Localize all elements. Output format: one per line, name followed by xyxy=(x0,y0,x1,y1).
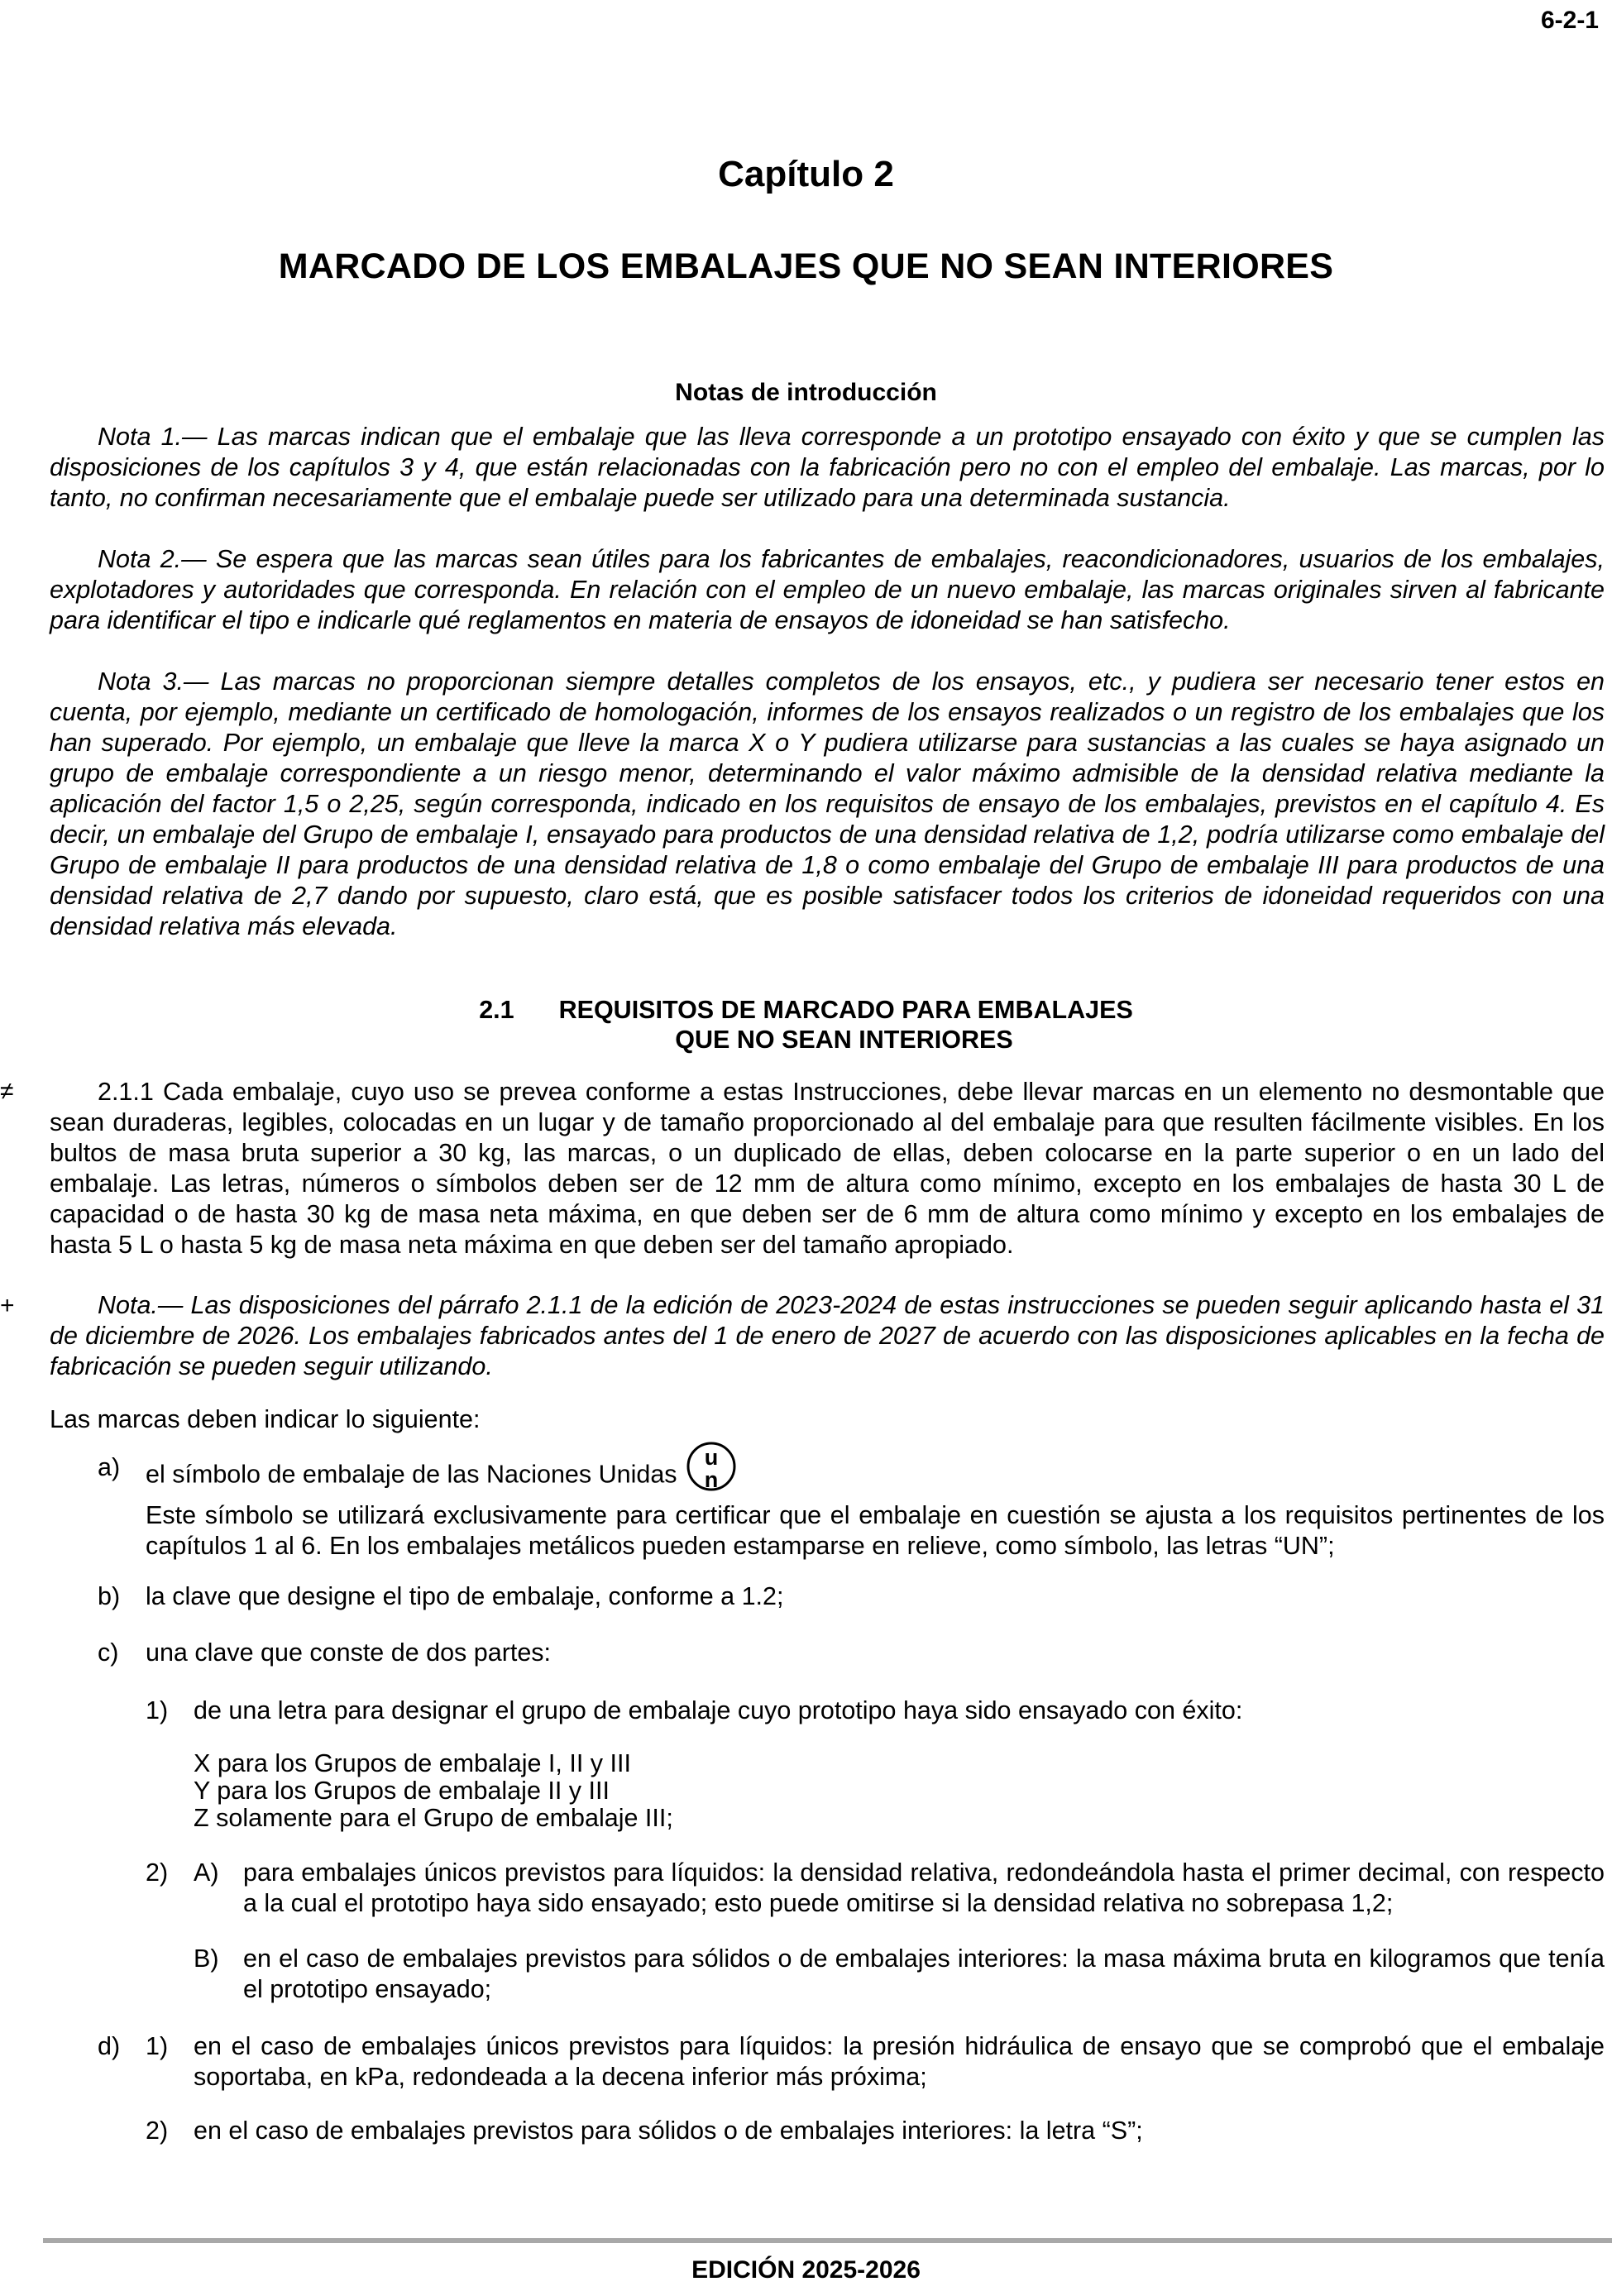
paragraph-2-1-1: 2.1.1 Cada embalaje, cuyo uso se prevea conforme a estas Instrucciones, debe llevar marcas en un elemento no desmontable que sean duraderas, legibles, colocadas en un lugar y de tamaño proporcionado al del embalaje para que resulten fácilmente visibles. En los bultos de masa bruta superior a 30 kg, las marcas, o un duplicado de ellas, deben colocarse en la parte superior o en un lado del embalaje. Las letras, números o símbolos deben ser de 12 mm de altura como mínimo, excepto en los embalajes de hasta 30 L de capacidad o de hasta 30 kg de masa neta máxima, en que deben ser de 6 mm de altura como mínimo y excepto en los embalajes de hasta 5 L o hasta 5 kg de masa neta máxima en que deben ser del tamaño apropiado. xyxy=(50,1078,1605,1259)
page-number: 6-2-1 xyxy=(1540,7,1599,34)
item-b-text: la clave que designe el tipo de embalaje, conforme a 1.2; xyxy=(146,1582,784,1610)
item-d-label: d) xyxy=(98,2032,121,2060)
svg-text:u: u xyxy=(704,1445,718,1470)
packing-group-y: Y para los Grupos de embalaje II y III xyxy=(194,1777,610,1805)
section-number: 2.1 xyxy=(479,996,514,1024)
item-c2-label: 2) xyxy=(146,1858,169,1887)
paragraph-nota: Nota.— Las disposiciones del párrafo 2.1.1 de la edición de 2023-2024 de estas instrucciones se pueden seguir aplicando hasta el 31 de diciembre de 2026. Los embalajes fabricados antes del 1 de enero de 2027 de acuerdo con las disposiciones aplicables en la fecha de fabricación se pueden seguir utilizando. xyxy=(50,1291,1605,1380)
marks-intro: Las marcas deben indicar lo siguiente: xyxy=(50,1405,481,1433)
item-c-label: c) xyxy=(98,1638,119,1667)
footer-divider xyxy=(43,2238,1612,2243)
chapter-label: Capítulo 2 xyxy=(718,154,894,194)
un-packaging-symbol-icon xyxy=(686,1441,737,1500)
change-mark-plus: + xyxy=(0,1292,15,1319)
item-b-label: b) xyxy=(98,1582,121,1610)
item-d1-text: en el caso de embalajes únicos previstos para líquidos: la presión hidráulica de ensayo que se comprobó que el embalaje soportaba, en kPa, redondeada a la decena inferior más próxima; xyxy=(194,2032,1605,2091)
item-c2a-label: A) xyxy=(194,1858,219,1887)
change-mark-not-equal: ≠ xyxy=(0,1078,14,1105)
intro-note-3: Nota 3.— Las marcas no proporcionan siempre detalles completos de los ensayos, etc., y pudiera ser necesario tener estos en cuenta, por ejemplo, mediante un certificado de homologación, informes de los ensayos realizados o un registro de los embalajes que los han superado. Por ejemplo, un embalaje que lleve la marca X o Y pudiera utilizarse para sustancias a las cuales se haya asignado un grupo de embalaje correspondiente a un riesgo menor, determinando el valor máximo admisible de la densidad relativa mediante la aplicación del factor 1,5 o 2,25, según corresponda, indicado en los requisitos de ensayo de los embalajes, previstos en el capítulo 4. Es decir, un embalaje del Grupo de embalaje I, ensayado para productos de una densidad relativa de 1,2, podría utilizarse como embalaje del Grupo de embalaje II para productos de una densidad relativa de 1,8 o como embalaje del Grupo de embalaje III para productos de una densidad relativa de 2,7 dando por supuesto, claro está, que es posible satisfacer todos los criterios de idoneidad requeridos con una densidad relativa más elevada. xyxy=(50,667,1605,940)
packing-group-list xyxy=(194,1750,1605,1832)
item-d2-label: 2) xyxy=(146,2117,169,2145)
item-a-label: a) xyxy=(98,1453,121,1481)
chapter-title: MARCADO DE LOS EMBALAJES QUE NO SEAN INTERIORES xyxy=(278,246,1334,286)
footer-edition: EDICIÓN 2025-2026 xyxy=(691,2256,921,2284)
section-heading xyxy=(0,995,1612,1055)
intro-heading: Notas de introducción xyxy=(675,379,937,406)
item-c1-label: 1) xyxy=(146,1696,169,1724)
item-c1-text: de una letra para designar el grupo de embalaje cuyo prototipo haya sido ensayado con éxito: xyxy=(194,1696,1243,1724)
section-title-line2: QUE NO SEAN INTERIORES xyxy=(675,1026,1013,1054)
svg-text:n: n xyxy=(704,1467,718,1492)
item-a xyxy=(146,1445,1605,1500)
intro-note-2: Nota 2.— Se espera que las marcas sean útiles para los fabricantes de embalajes, reacondicionadores, usuarios de los embalajes, explotadores y autoridades que corresponda. En relación con el empleo de un nuevo embalaje, las marcas originales sirven al fabricante para identificar el tipo e indicarle qué reglamentos en materia de ensayos de idoneidad se han satisfecho. xyxy=(50,545,1605,634)
packing-group-z: Z solamente para el Grupo de embalaje III; xyxy=(194,1804,673,1832)
item-c2a-text: para embalajes únicos previstos para líquidos: la densidad relativa, redondeándola hasta el primer decimal, con respecto a la cual el prototipo haya sido ensayado; esto puede omitirse si la densidad relativa no sobrepasa 1,2; xyxy=(243,1858,1605,1917)
item-c2b-text: en el caso de embalajes previstos para sólidos o de embalajes interiores: la masa máxima bruta en kilogramos que tenía el prototipo ensayado; xyxy=(243,1944,1605,2003)
item-a-text: el símbolo de embalaje de las Naciones Unidas xyxy=(146,1460,677,1489)
item-c2b-label: B) xyxy=(194,1944,219,1973)
item-d2-text: en el caso de embalajes previstos para sólidos o de embalajes interiores: la letra “S”; xyxy=(194,2117,1143,2145)
section-title-line1: REQUISITOS DE MARCADO PARA EMBALAJES xyxy=(558,996,1133,1024)
intro-note-1: Nota 1.— Las marcas indican que el embalaje que las lleva corresponde a un prototipo ensayado con éxito y que se cumplen las disposiciones de los capítulos 3 y 4, que están relacionadas con la fabricación pero no con el empleo del embalaje. Las marcas, por lo tanto, no confirman necesariamente que el embalaje puede ser utilizado para una determinada sustancia. xyxy=(50,423,1605,512)
item-d1-label: 1) xyxy=(146,2032,169,2060)
item-a-detail: Este símbolo se utilizará exclusivamente para certificar que el embalaje en cuestión se ajusta a los requisitos pertinentes de los capítulos 1 al 6. En los embalajes metálicos pueden estamparse en relieve, como símbolo, las letras “UN”; xyxy=(146,1501,1605,1560)
packing-group-x: X para los Grupos de embalaje I, II y III xyxy=(194,1749,631,1777)
item-c-text: una clave que conste de dos partes: xyxy=(146,1638,552,1667)
